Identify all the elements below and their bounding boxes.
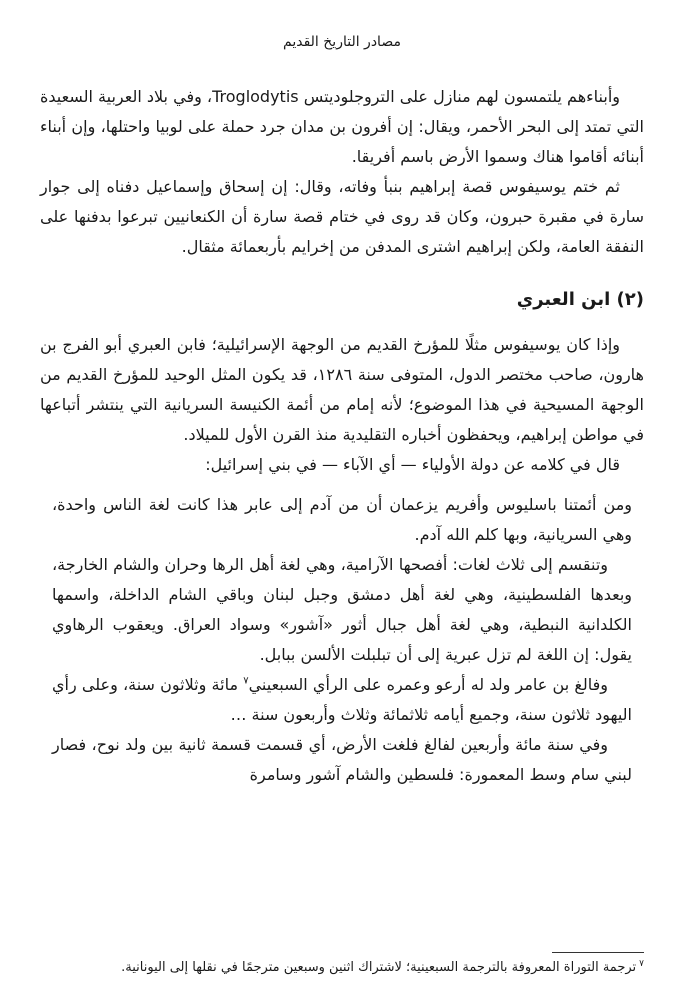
footnote-number: ٧ xyxy=(639,958,644,969)
footnote xyxy=(40,958,644,978)
main-text xyxy=(40,82,644,790)
quote-peleg-text-before: وفالغ بن عامر ولد له أرعو وعمره على الرأي السبعيني xyxy=(248,675,609,694)
block-quote xyxy=(40,490,644,790)
quote-paragraph-division: وفي سنة مائة وأربعين لفالغ فلغت الأرض، أي قسمت قسمة ثانية بين ولد نوح، فصار لبني سام وسط المعمورة: فلسطين والشام آشور وسامرة xyxy=(52,735,632,784)
section-heading: (٢) ابن العبري xyxy=(516,289,644,310)
footnote-text: ترجمة التوراة المعروفة بالترجمة السبعينية؛ لاشتراك اثنين وسبعين مترجمًا في نقلها إلى اليونانية. xyxy=(121,960,637,975)
footnote-reference: ٧ xyxy=(243,675,249,687)
quote-peleg-text-after: مائة وثلاثون سنة، وعلى رأي اليهود ثلاثون سنة، وجميع أيامه ثلاثمائة وثلاث وأربعون سنة … xyxy=(52,675,632,724)
running-head: مصادر التاريخ القديم xyxy=(283,34,401,50)
quote-paragraph-peleg xyxy=(52,670,632,730)
paragraph-troglodytis: وأبناءهم يلتمسون لهم منازل على التروجلوديتس Troglodytis، وفي بلاد العربية السعيدة التي تمتد إلى البحر الأحمر، ويقال: إن أفرون بن مدان جرد حملة على لوبيا واحتلها، وإن أبناء أبنائه أقاموا هناك وسموا الأرض باسم أفريقا. xyxy=(40,87,644,166)
paragraph-bar-hebraeus: وإذا كان يوسيفوس مثلًا للمؤرخ القديم من الوجهة الإسرائيلية؛ فابن العبري أبو الفرج بن هارون، صاحب مختصر الدول، المتوفى سنة ١٢٨٦، قد يكون المثل الوحيد للمؤرخ القديم من الوجهة المسيحية في هذا الموضوع؛ لأنه إمام من أئمة الكنيسة السريانية التي ينتشر أتباعها في مواطن إبراهيم، ويحفظون أخباره التقليدية منذ القرن الأول للميلاد. xyxy=(40,335,644,444)
footnote-divider xyxy=(552,952,644,953)
paragraph-quote-intro: قال في كلامه عن دولة الأولياء — أي الآباء — في بني إسرائيل: xyxy=(205,455,620,474)
quote-paragraph-language: ومن أئمتنا باسليوس وأفريم يزعمان أن من آدم إلى عابر هذا كانت لغة الناس واحدة، وهي السريانية، وبها كلم الله آدم. xyxy=(52,495,632,544)
quote-paragraph-dialects: وتنقسم إلى ثلاث لغات: أفصحها الآرامية، وهي لغة أهل الرها وحران والشام الخارجة، وبعدها الفلسطينية، وهي لغة أهل دمشق وجبل لبنان وباقي الشام الداخلة، واسمها الكلدانية النبطية، وهي لغة أهل جبال أثور «آشور» وسواد العراق. ويعقوب الرهاوي يقول: إن اللغة لم تزل عبرية إلى أن تبلبلت الألسن ببابل. xyxy=(52,555,632,664)
paragraph-abraham-death: ثم ختم يوسيفوس قصة إبراهيم بنبأ وفاته، وقال: إن إسحاق وإسماعيل دفناه إلى جوار سارة في مقبرة حبرون، وكان قد روى في ختام قصة سارة أن الكنعانيين تبرعوا بدفنها على النفقة العامة، ولكن إبراهيم اشترى المدفن من إخرايم بأربعمائة مثقال. xyxy=(40,177,644,256)
